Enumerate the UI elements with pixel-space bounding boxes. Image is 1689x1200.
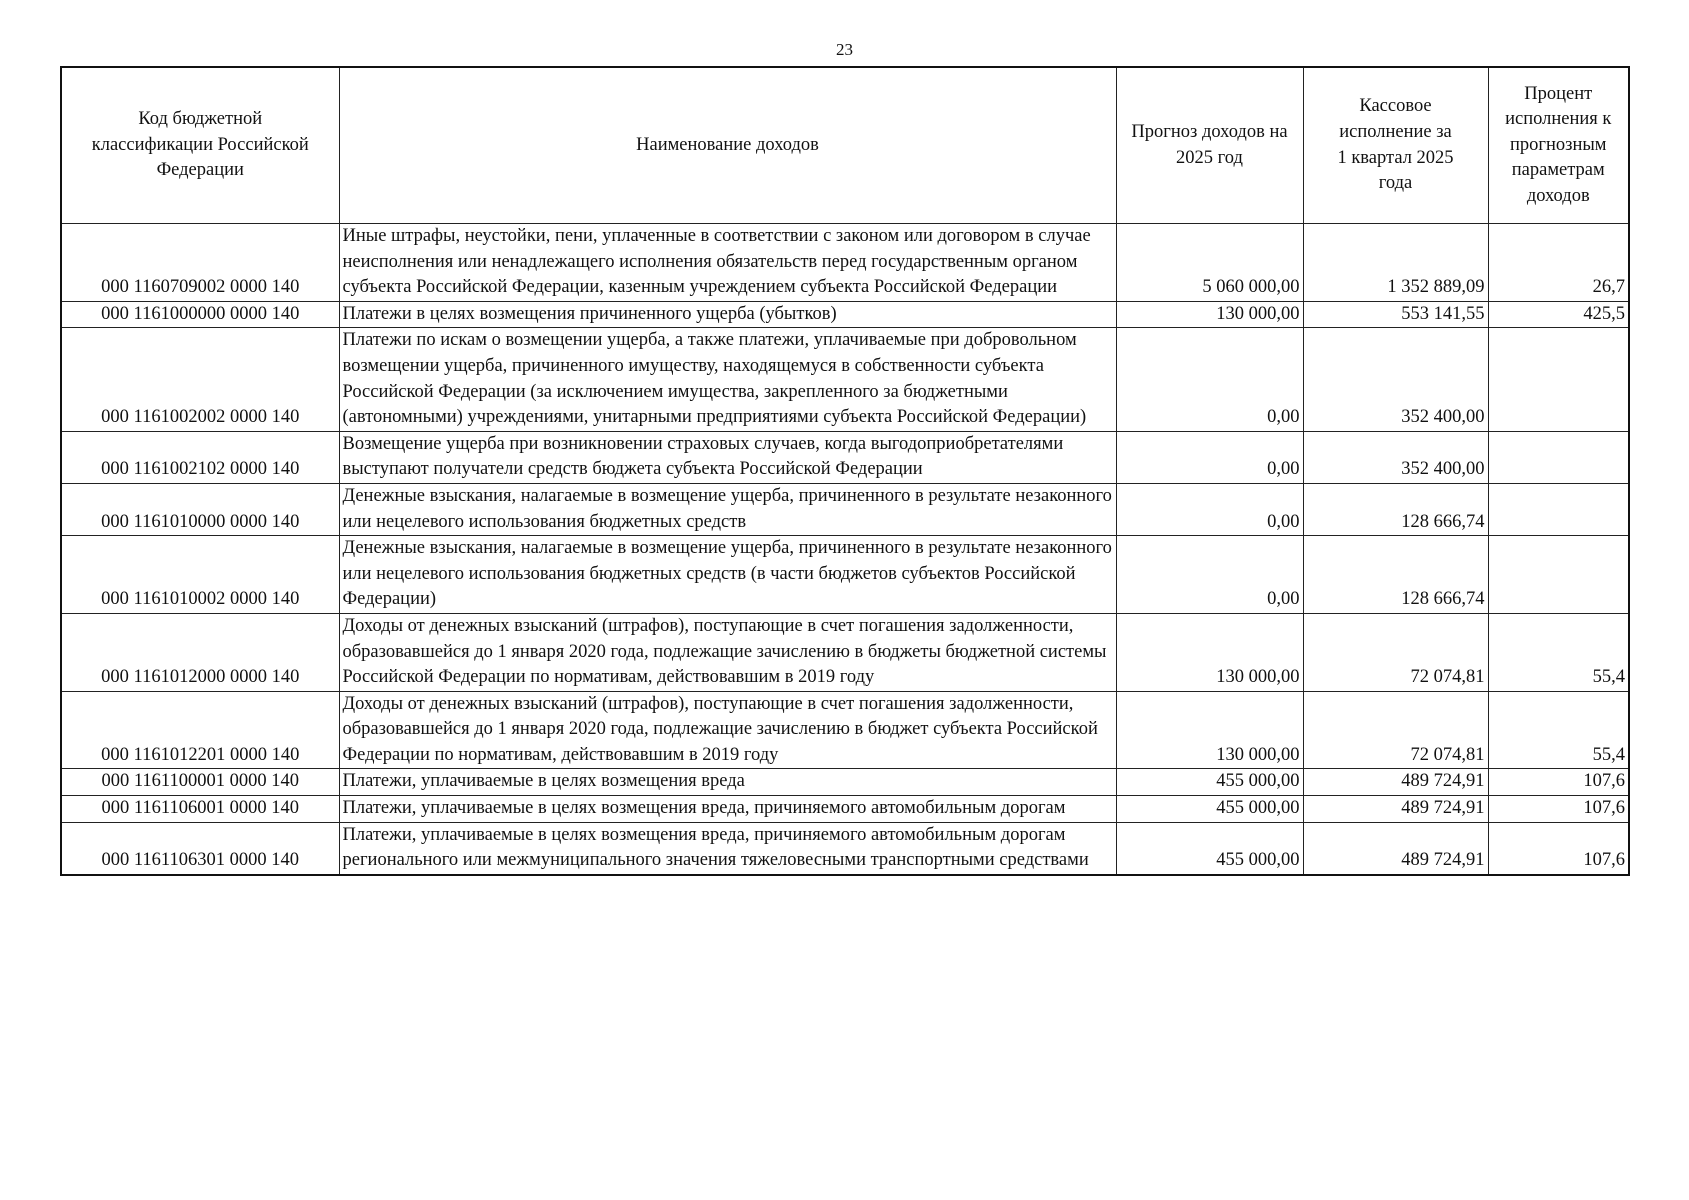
percent-cell [1488,483,1629,535]
forecast-cell: 455 000,00 [1116,769,1303,796]
actual-cell: 352 400,00 [1303,431,1488,483]
name-cell: Денежные взыскания, налагаемые в возмещение ущерба, причиненного в результате незаконного или нецелевого использования бюджетных средств (в части бюджетов субъектов Российской Федерации) [339,536,1116,614]
header-row [61,67,1629,224]
table-row [61,613,1629,691]
table-row [61,301,1629,328]
table-row [61,691,1629,769]
percent-cell: 55,4 [1488,691,1629,769]
forecast-cell: 455 000,00 [1116,796,1303,823]
forecast-cell: 0,00 [1116,483,1303,535]
percent-cell [1488,536,1629,614]
table-row [61,328,1629,431]
actual-cell: 489 724,91 [1303,822,1488,875]
header-actual: Кассовое исполнение за 1 квартал 2025 года [1303,67,1488,224]
name-cell: Платежи, уплачиваемые в целях возмещения вреда, причиняемого автомобильным дорогам регионального или межмуниципального значения тяжеловесными транспортными средствами [339,822,1116,875]
header-name: Наименование доходов [339,67,1116,224]
table-row [61,822,1629,875]
header-code: Код бюджетной классификации Российской Федерации [61,67,339,224]
header-forecast: Прогноз доходов на 2025 год [1116,67,1303,224]
forecast-cell: 0,00 [1116,536,1303,614]
forecast-cell: 130 000,00 [1116,301,1303,328]
table-row [61,769,1629,796]
percent-cell: 107,6 [1488,796,1629,823]
table-row [61,431,1629,483]
table-row [61,483,1629,535]
actual-cell: 1 352 889,09 [1303,224,1488,302]
name-cell: Иные штрафы, неустойки, пени, уплаченные в соответствии с законом или договором в случае неисполнения или ненадлежащего исполнения обязательств перед государственным органом субъекта Российской Федерации, казенным учреждением субъекта Российской Федерации [339,224,1116,302]
name-cell: Возмещение ущерба при возникновении страховых случаев, когда выгодоприобретателями выступают получатели средств бюджета субъекта Российской Федерации [339,431,1116,483]
name-cell: Платежи, уплачиваемые в целях возмещения вреда, причиняемого автомобильным дорогам [339,796,1116,823]
actual-cell: 489 724,91 [1303,769,1488,796]
table-body [61,224,1629,875]
percent-cell: 107,6 [1488,822,1629,875]
code-cell: 000 1160709002 0000 140 [61,224,339,302]
actual-cell: 128 666,74 [1303,536,1488,614]
page-number: 23 [836,40,853,59]
name-cell: Платежи, уплачиваемые в целях возмещения вреда [339,769,1116,796]
table-row [61,796,1629,823]
forecast-cell: 455 000,00 [1116,822,1303,875]
table-row [61,536,1629,614]
code-cell: 000 1161012000 0000 140 [61,613,339,691]
percent-cell: 425,5 [1488,301,1629,328]
code-cell: 000 1161106301 0000 140 [61,822,339,875]
actual-cell: 72 074,81 [1303,613,1488,691]
name-cell: Платежи в целях возмещения причиненного ущерба (убытков) [339,301,1116,328]
code-cell: 000 1161000000 0000 140 [61,301,339,328]
forecast-cell: 0,00 [1116,328,1303,431]
header-percent: Процент исполнения к прогнозным параметрам доходов [1488,67,1629,224]
name-cell: Доходы от денежных взысканий (штрафов), поступающие в счет погашения задолженности, образовавшейся до 1 января 2020 года, подлежащие зачислению в бюджеты бюджетной системы Российской Федерации по нормативам, действовавшим в 2019 году [339,613,1116,691]
percent-cell: 107,6 [1488,769,1629,796]
forecast-cell: 0,00 [1116,431,1303,483]
code-cell: 000 1161010002 0000 140 [61,536,339,614]
code-cell: 000 1161002002 0000 140 [61,328,339,431]
code-cell: 000 1161100001 0000 140 [61,769,339,796]
percent-cell [1488,431,1629,483]
actual-cell: 128 666,74 [1303,483,1488,535]
code-cell: 000 1161106001 0000 140 [61,796,339,823]
forecast-cell: 130 000,00 [1116,691,1303,769]
actual-cell: 72 074,81 [1303,691,1488,769]
percent-cell [1488,328,1629,431]
name-cell: Денежные взыскания, налагаемые в возмещение ущерба, причиненного в результате незаконного или нецелевого использования бюджетных средств [339,483,1116,535]
name-cell: Доходы от денежных взысканий (штрафов), поступающие в счет погашения задолженности, образовавшейся до 1 января 2020 года, подлежащие зачислению в бюджет субъекта Российской Федерации по нормативам, действовавшим в 2019 году [339,691,1116,769]
percent-cell: 55,4 [1488,613,1629,691]
name-cell: Платежи по искам о возмещении ущерба, а также платежи, уплачиваемые при добровольном возмещении ущерба, причиненного имуществу, находящемуся в собственности субъекта Российской Федерации (за исключением имущества, закрепленного за бюджетными (автономными) учреждениями, унитарными предприятиями субъекта Российской Федерации) [339,328,1116,431]
code-cell: 000 1161010000 0000 140 [61,483,339,535]
actual-cell: 352 400,00 [1303,328,1488,431]
code-cell: 000 1161002102 0000 140 [61,431,339,483]
actual-cell: 553 141,55 [1303,301,1488,328]
percent-cell: 26,7 [1488,224,1629,302]
forecast-cell: 5 060 000,00 [1116,224,1303,302]
actual-cell: 489 724,91 [1303,796,1488,823]
table-row [61,224,1629,302]
code-cell: 000 1161012201 0000 140 [61,691,339,769]
forecast-cell: 130 000,00 [1116,613,1303,691]
income-table [60,66,1630,876]
